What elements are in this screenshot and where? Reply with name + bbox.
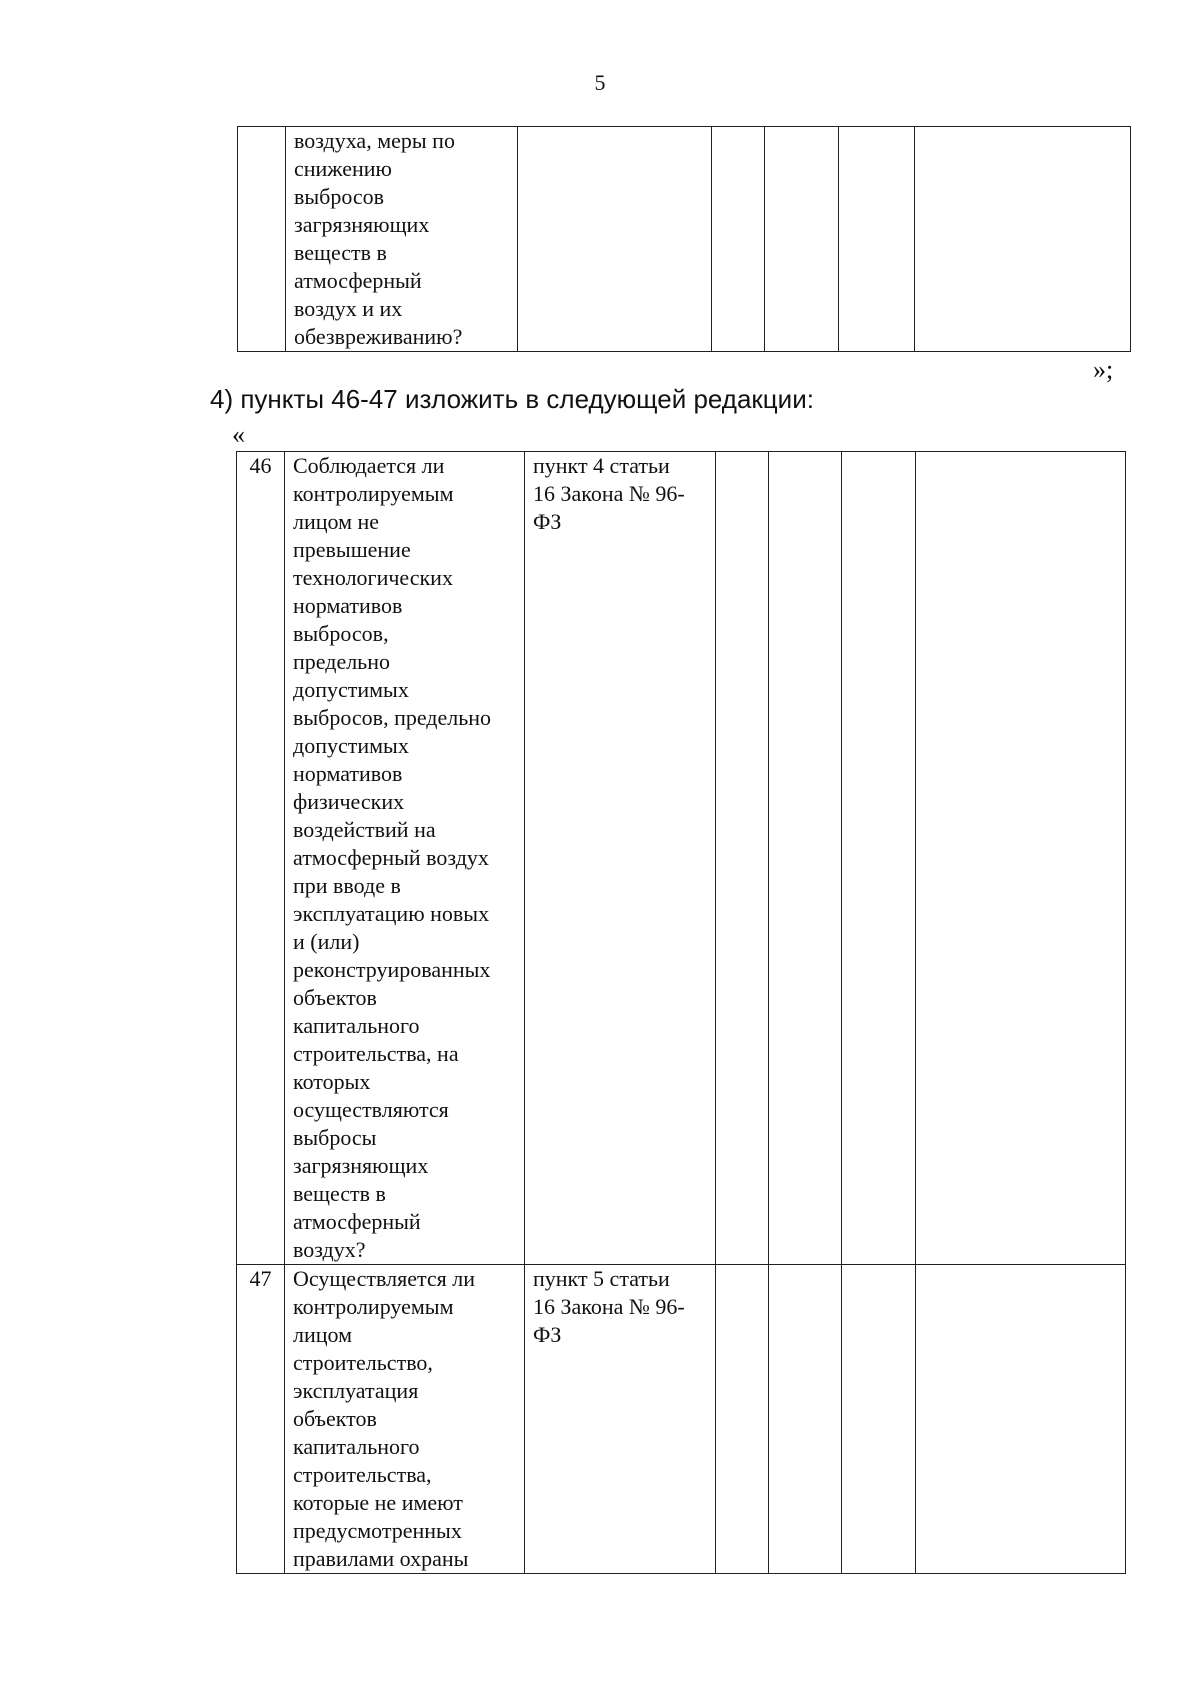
amendment-instruction: 4) пункты 46-47 изложить в следующей редакции: bbox=[210, 384, 814, 414]
row-number-cell bbox=[238, 127, 286, 352]
empty-cell bbox=[839, 127, 915, 352]
empty-cell bbox=[915, 127, 1131, 352]
empty-cell bbox=[769, 452, 842, 1265]
checklist-table-items-46-47 bbox=[236, 451, 1126, 1574]
empty-cell bbox=[765, 127, 839, 352]
empty-cell bbox=[716, 1265, 769, 1574]
empty-cell bbox=[916, 452, 1126, 1265]
table-row bbox=[237, 1265, 1126, 1574]
empty-cell bbox=[769, 1265, 842, 1574]
empty-cell bbox=[716, 452, 769, 1265]
row-number-cell: 46 bbox=[237, 452, 285, 1265]
row-number-cell: 47 bbox=[237, 1265, 285, 1574]
empty-cell bbox=[842, 1265, 916, 1574]
empty-cell bbox=[842, 452, 916, 1265]
empty-cell bbox=[712, 127, 765, 352]
table-row bbox=[238, 127, 1131, 352]
reference-cell: пункт 5 статьи 16 Закона № 96- ФЗ bbox=[525, 1265, 716, 1574]
question-cell: воздуха, меры по снижению выбросов загрязняющих веществ в атмосферный воздух и их обезвреживанию? bbox=[286, 127, 518, 352]
opening-quote: « bbox=[232, 420, 245, 449]
reference-cell bbox=[518, 127, 712, 352]
checklist-table-continued bbox=[237, 126, 1131, 352]
table-row bbox=[237, 452, 1126, 1265]
question-cell: Соблюдается ли контролируемым лицом не превышение технологических нормативов выбросов, предельно допустимых выбросов, предельно допустимых нормативов физических воздействий на атмосферный воздух при вводе в эксплуатацию новых и (или) реконструированных объектов капитального строительства, на которых осуществляются выбросы загрязняющих веществ в атмосферный воздух? bbox=[285, 452, 525, 1265]
reference-cell: пункт 4 статьи 16 Закона № 96- ФЗ bbox=[525, 452, 716, 1265]
empty-cell bbox=[916, 1265, 1126, 1574]
closing-quote: »; bbox=[1093, 355, 1114, 384]
page-number: 5 bbox=[594, 70, 606, 95]
question-cell: Осуществляется ли контролируемым лицом строительство, эксплуатация объектов капитального строительства, которые не имеют предусмотренных правилами охраны bbox=[285, 1265, 525, 1574]
